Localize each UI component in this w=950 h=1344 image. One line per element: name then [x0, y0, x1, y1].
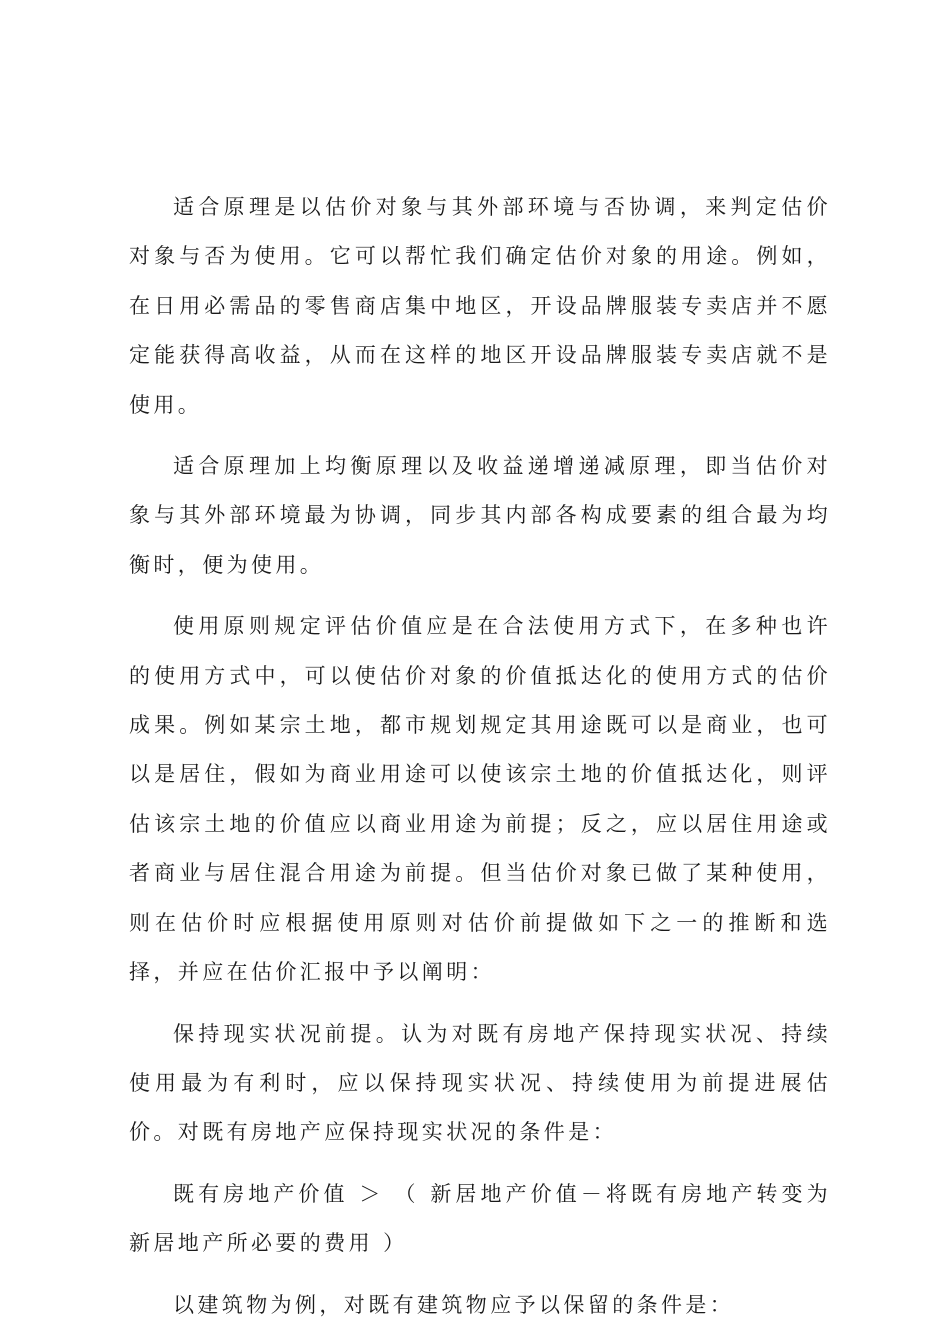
paragraph-balance-principle: 适合原理加上均衡原理以及收益递增递减原理，即当估价对象与其外部环境最为协调，同步其内部各构成要素的组合最为均衡时，便为使用。: [129, 454, 831, 577]
paragraph-suitability-principle: 适合原理是以估价对象与其外部环境与否协调，来判定估价对象与否为使用。它可以帮忙我们确定估价对象的用途。例如，在日用必需品的零售商店集中地区，开设品牌服装专卖店并不愿定能获得高收益，从而在这样的地区开设品牌服装专卖店就不是使用。: [129, 195, 831, 417]
paragraph-building-example: 以建筑物为例，对既有建筑物应予以保留的条件是：: [173, 1292, 735, 1317]
document-body: [129, 183, 831, 1342]
paragraph-value-condition: 既有房地产价值 ＞ （ 新居地产价值－将既有房地产转变为新居地产所必要的费用 ）: [129, 1181, 831, 1256]
paragraph-highest-best-use: 使用原则规定评估价值应是在合法使用方式下，在多种也许的使用方式中，可以使估价对象的价值抵达化的使用方式的估价成果。例如某宗土地，都市规划规定其用途既可以是商业，也可以是居住，假如为商业用途可以使该宗土地的价值抵达化，则评估该宗土地的价值应以商业用途为前提；反之，应以居住用途或者商业与居住混合用途为前提。但当估价对象已做了某种使用，则在估价时应根据使用原则对估价前提做如下之一的推断和选择，并应在估价汇报中予以阐明：: [129, 614, 831, 985]
paragraph-maintain-status-quo: 保持现实状况前提。认为对既有房地产保持现实状况、持续使用最为有利时，应以保持现实状况、持续使用为前提进展估价。对既有房地产应保持现实状况的条件是：: [129, 1021, 831, 1145]
